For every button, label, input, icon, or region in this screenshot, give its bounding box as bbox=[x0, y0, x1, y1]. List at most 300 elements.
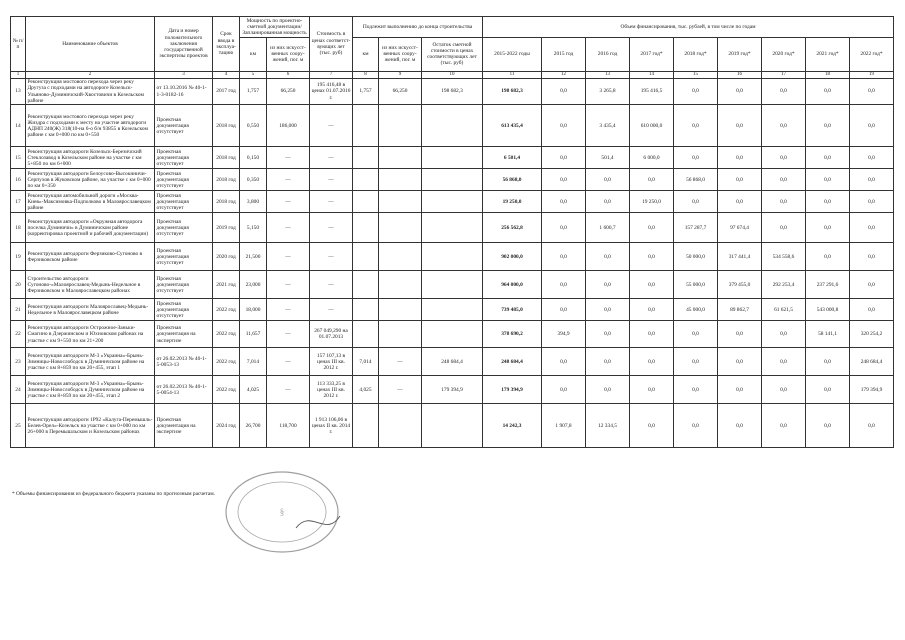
term-cell: 2018 год bbox=[213, 105, 240, 147]
object-name-cell: Реконструкция мостового перехода через реку Жиздра с подходами к месту на участие автодороги АДНП 240(Ж) 318(10-на 6-о б/н 93855 в Козельском районе с км 0+000 по км 0+550 bbox=[26, 105, 155, 147]
term-cell: 2022 год bbox=[213, 348, 240, 376]
term-cell: 2019 год bbox=[213, 213, 240, 243]
year-amount-cell: 0,0 bbox=[630, 299, 674, 321]
remain-km-cell bbox=[353, 147, 379, 169]
km-cell: 0,550 bbox=[240, 105, 267, 147]
year-amount-cell: 0,0 bbox=[542, 105, 586, 147]
year-amount-cell: 0,0 bbox=[630, 404, 674, 448]
year-amount-cell: 0,0 bbox=[806, 348, 850, 376]
year-amount-cell: 0,0 bbox=[674, 147, 718, 169]
year-amount-cell: 0,0 bbox=[806, 404, 850, 448]
header-year: 2017 год* bbox=[630, 37, 674, 71]
km-cell: 3,800 bbox=[240, 191, 267, 213]
year-amount-cell: 0,0 bbox=[674, 105, 718, 147]
year-amount-cell: 0,0 bbox=[542, 169, 586, 191]
term-cell: 2022 год bbox=[213, 376, 240, 404]
artificial-cell: — bbox=[267, 376, 310, 404]
table-row bbox=[11, 191, 894, 213]
year-amount-cell: 0,0 bbox=[674, 348, 718, 376]
header-year: 2022 год* bbox=[850, 37, 894, 71]
svg-text:§: § bbox=[279, 507, 285, 517]
cost-cell: 157 107,13 в ценах III кв. 2012 г. bbox=[310, 348, 353, 376]
cost-cell: — bbox=[310, 271, 353, 299]
cost-cell: 267 049,290 на 01.07.2013 bbox=[310, 321, 353, 348]
remain-cost-cell bbox=[422, 271, 483, 299]
year-amount-cell: 0,0 bbox=[850, 78, 894, 105]
table-row bbox=[11, 243, 894, 271]
year-amount-cell: 0,0 bbox=[806, 191, 850, 213]
header-total: 2015-2022 годы bbox=[483, 37, 542, 71]
year-amount-cell: 61 621,5 bbox=[762, 299, 806, 321]
term-cell: 2021 год bbox=[213, 271, 240, 299]
year-amount-cell: 0,0 bbox=[542, 271, 586, 299]
conclusion-cell: от 13.10.2016 № 40-1-1-3-0182-16 bbox=[155, 78, 213, 105]
remain-artificial-cell bbox=[379, 271, 422, 299]
year-amount-cell: 0,0 bbox=[718, 169, 762, 191]
header-year: 2015 год bbox=[542, 37, 586, 71]
header-remain-cost: Остаток сметной стоимости в ценах соответствующих лет (тыс. руб) bbox=[422, 37, 483, 71]
column-number: 5 bbox=[240, 71, 267, 78]
official-seal-stamp bbox=[216, 468, 348, 560]
year-amount-cell: 0,0 bbox=[850, 213, 894, 243]
total-cell: 19 250,0 bbox=[483, 191, 542, 213]
object-name-cell: Реконструкция автодороги Козельск-Березичский Стеклозавод в Козельском районе на участке с км 5+850 по км 6+000 bbox=[26, 147, 155, 169]
term-cell: 2024 год bbox=[213, 404, 240, 448]
year-amount-cell: 0,0 bbox=[718, 376, 762, 404]
artificial-cell: — bbox=[267, 147, 310, 169]
object-name-cell: Реконструкция автодороги Малоярославец-Медынь-Недельное в Малоярославецком районе bbox=[26, 299, 155, 321]
column-number: 7 bbox=[310, 71, 353, 78]
year-amount-cell: 0,0 bbox=[674, 376, 718, 404]
remain-cost-cell bbox=[422, 191, 483, 213]
table-row bbox=[11, 169, 894, 191]
year-amount-cell: 0,0 bbox=[542, 147, 586, 169]
year-amount-cell: 89 862,7 bbox=[718, 299, 762, 321]
column-number: 4 bbox=[213, 71, 240, 78]
remain-km-cell bbox=[353, 404, 379, 448]
year-amount-cell: 0,0 bbox=[674, 78, 718, 105]
remain-artificial-cell bbox=[379, 105, 422, 147]
year-amount-cell: 0,0 bbox=[762, 348, 806, 376]
column-number: 3 bbox=[155, 71, 213, 78]
artificial-cell: — bbox=[267, 348, 310, 376]
year-amount-cell: 0,0 bbox=[630, 213, 674, 243]
remain-km-cell bbox=[353, 105, 379, 147]
year-amount-cell: 534 558,6 bbox=[762, 243, 806, 271]
year-amount-cell: 0,0 bbox=[586, 271, 630, 299]
artificial-cell: — bbox=[267, 213, 310, 243]
remain-artificial-cell: 66,250 bbox=[379, 78, 422, 105]
artificial-cell: — bbox=[267, 243, 310, 271]
year-amount-cell: 0,0 bbox=[806, 376, 850, 404]
year-amount-cell: 1 907,8 bbox=[542, 404, 586, 448]
year-amount-cell: 0,0 bbox=[762, 376, 806, 404]
year-amount-cell: 195 416,5 bbox=[630, 78, 674, 105]
year-amount-cell: 0,0 bbox=[586, 376, 630, 404]
year-amount-cell: 58 141,1 bbox=[806, 321, 850, 348]
artificial-cell: — bbox=[267, 299, 310, 321]
table-row bbox=[11, 105, 894, 147]
row-number-cell: 15 bbox=[11, 147, 26, 169]
year-amount-cell: 394,9 bbox=[542, 321, 586, 348]
total-cell: 179 394,9 bbox=[483, 376, 542, 404]
total-cell: 964 000,0 bbox=[483, 271, 542, 299]
year-amount-cell: 0,0 bbox=[806, 147, 850, 169]
km-cell: 18,000 bbox=[240, 299, 267, 321]
header-year: 2020 год* bbox=[762, 37, 806, 71]
remain-artificial-cell bbox=[379, 147, 422, 169]
column-number: 9 bbox=[379, 71, 422, 78]
table-row bbox=[11, 147, 894, 169]
cost-cell: — bbox=[310, 213, 353, 243]
remain-artificial-cell bbox=[379, 213, 422, 243]
year-amount-cell: 0,0 bbox=[806, 243, 850, 271]
conclusion-cell: Проектная документация отсутствует bbox=[155, 191, 213, 213]
year-amount-cell: 6 000,0 bbox=[630, 147, 674, 169]
header-row-1 bbox=[11, 17, 894, 38]
year-amount-cell: 0,0 bbox=[718, 78, 762, 105]
artificial-cell: — bbox=[267, 271, 310, 299]
remain-km-cell: 4,025 bbox=[353, 376, 379, 404]
year-amount-cell: 0,0 bbox=[630, 243, 674, 271]
row-number-cell: 20 bbox=[11, 271, 26, 299]
remain-km-cell bbox=[353, 169, 379, 191]
header-artificial: из них искусст-венных соору-жений, пог. м bbox=[267, 37, 310, 71]
table-row bbox=[11, 78, 894, 105]
object-name-cell: Реконструкция автодороги Острожное-Заньки-Смагино в Дзержинском и Юхновском районах на участке с км 9+550 по км 21+200 bbox=[26, 321, 155, 348]
km-cell: 1,757 bbox=[240, 78, 267, 105]
row-number-cell: 17 bbox=[11, 191, 26, 213]
year-amount-cell: 0,0 bbox=[542, 243, 586, 271]
term-cell: 2022 год bbox=[213, 299, 240, 321]
conclusion-cell: Проектная документация отсутствует bbox=[155, 169, 213, 191]
total-cell: 256 562,8 bbox=[483, 213, 542, 243]
year-amount-cell: 50 000,0 bbox=[674, 243, 718, 271]
year-amount-cell: 0,0 bbox=[542, 213, 586, 243]
object-name-cell: Реконструкция автодороги 1Р92 «Калуга-Перемышль-Белев-Орел»-Козельск на участке с км 0+000 по км 26+000 в Перемышльском и Козельском районах bbox=[26, 404, 155, 448]
conclusion-cell: Проектная документация на экспертизе bbox=[155, 321, 213, 348]
total-cell: 378 690,2 bbox=[483, 321, 542, 348]
term-cell: 2018 год bbox=[213, 191, 240, 213]
year-amount-cell: 0,0 bbox=[850, 147, 894, 169]
km-cell: 7,014 bbox=[240, 348, 267, 376]
remain-km-cell bbox=[353, 191, 379, 213]
km-cell: 0,350 bbox=[240, 169, 267, 191]
cost-cell: — bbox=[310, 191, 353, 213]
year-amount-cell: 0,0 bbox=[630, 376, 674, 404]
row-number-cell: 13 bbox=[11, 78, 26, 105]
remain-km-cell: 1,757 bbox=[353, 78, 379, 105]
conclusion-cell: Проектная документация отсутствует bbox=[155, 105, 213, 147]
year-amount-cell: 0,0 bbox=[762, 321, 806, 348]
year-amount-cell: 0,0 bbox=[630, 169, 674, 191]
year-amount-cell: 3 265,8 bbox=[586, 78, 630, 105]
object-name-cell: Реконструкция автомобильной дороги «Москва-Киев»-Максимовка-Подполково в Малоярославецком районе bbox=[26, 191, 155, 213]
year-amount-cell: 0,0 bbox=[542, 348, 586, 376]
remain-cost-cell: 198 682,3 bbox=[422, 78, 483, 105]
header-remain-artificial: из них искусст-венных соору-жений, пог. м bbox=[379, 37, 422, 71]
header-remain-group: Подлежит выполнению до конца строительства bbox=[353, 17, 483, 38]
total-cell: 6 501,4 bbox=[483, 147, 542, 169]
remain-cost-cell bbox=[422, 299, 483, 321]
remain-cost-cell bbox=[422, 321, 483, 348]
year-amount-cell: 320 254,2 bbox=[850, 321, 894, 348]
object-name-cell: Реконструкция мостового перехода через реку Другуза с подходами на автодороге Козельск-Ульяново-Думиничский-Хвостовичи в Козельском районе bbox=[26, 78, 155, 105]
row-number-cell: 14 bbox=[11, 105, 26, 147]
year-amount-cell: 0,0 bbox=[542, 299, 586, 321]
year-amount-cell: 12 334,5 bbox=[586, 404, 630, 448]
header-cost: Стоимость в ценах соответст-вующих лет (тыс. руб) bbox=[310, 17, 353, 72]
total-cell: 902 000,0 bbox=[483, 243, 542, 271]
total-cell: 56 868,0 bbox=[483, 169, 542, 191]
table-row bbox=[11, 404, 894, 448]
conclusion-cell: от 26.02.2013 № 40-1-5-0054-13 bbox=[155, 376, 213, 404]
total-cell: 613 435,4 bbox=[483, 105, 542, 147]
cost-cell: — bbox=[310, 105, 353, 147]
remain-km-cell bbox=[353, 213, 379, 243]
conclusion-cell: Проектная документация отсутствует bbox=[155, 147, 213, 169]
conclusion-cell: Проектная документация на экспертизе bbox=[155, 404, 213, 448]
remain-artificial-cell bbox=[379, 321, 422, 348]
object-name-cell: Реконструкция автодороги Белоусово-Высокиничи-Серпухов в Жуковском районе, на участке с км 0+000 по км 0+350 bbox=[26, 169, 155, 191]
remain-artificial-cell bbox=[379, 404, 422, 448]
year-amount-cell: 0,0 bbox=[762, 191, 806, 213]
year-amount-cell: 1 600,7 bbox=[586, 213, 630, 243]
year-amount-cell: 0,0 bbox=[762, 78, 806, 105]
conclusion-cell: Проектная документация отсутствует bbox=[155, 243, 213, 271]
remain-cost-cell: 248 684,4 bbox=[422, 348, 483, 376]
year-amount-cell: 0,0 bbox=[762, 105, 806, 147]
year-amount-cell: 0,0 bbox=[762, 169, 806, 191]
year-amount-cell: 0,0 bbox=[586, 321, 630, 348]
object-name-cell: Реконструкция автодороги М-3 «Украина»-Брынь-Зимницы-Новослободск в Думиничском районе на участке с км 8+859 по км 20+455, этап 1 bbox=[26, 348, 155, 376]
column-number: 18 bbox=[806, 71, 850, 78]
year-amount-cell: 501,4 bbox=[586, 147, 630, 169]
year-amount-cell: 3 435,4 bbox=[586, 105, 630, 147]
artificial-cell: 66,250 bbox=[267, 78, 310, 105]
year-amount-cell: 179 394,9 bbox=[850, 376, 894, 404]
km-cell: 23,000 bbox=[240, 271, 267, 299]
remain-cost-cell bbox=[422, 404, 483, 448]
row-number-cell: 24 bbox=[11, 376, 26, 404]
year-amount-cell: 379 455,0 bbox=[718, 271, 762, 299]
total-cell: 14 242,3 bbox=[483, 404, 542, 448]
remain-cost-cell bbox=[422, 243, 483, 271]
header-conclusion: Дата и номер положительного заключения государственной экспертизы проектов bbox=[155, 17, 213, 72]
cost-cell: — bbox=[310, 299, 353, 321]
term-cell: 2018 год bbox=[213, 169, 240, 191]
year-amount-cell: 0,0 bbox=[586, 169, 630, 191]
financing-table bbox=[10, 16, 894, 448]
year-amount-cell: 0,0 bbox=[586, 299, 630, 321]
year-amount-cell: 0,0 bbox=[542, 376, 586, 404]
cost-cell: — bbox=[310, 243, 353, 271]
header-remain-km: км bbox=[353, 37, 379, 71]
header-power-group: Мощность по проектно-сметной документации/ Запланированная мощность bbox=[240, 17, 310, 38]
year-amount-cell: 0,0 bbox=[850, 299, 894, 321]
header-no: № п/п bbox=[11, 17, 26, 72]
conclusion-cell: Проектная документация отсутствует bbox=[155, 271, 213, 299]
km-cell: 21,500 bbox=[240, 243, 267, 271]
header-year: 2021 год* bbox=[806, 37, 850, 71]
object-name-cell: Реконструкция автодороги М-3 «Украина»-Брынь-Зимницы-Новослободск в Думиничском районе на участке с км 8+859 по км 20+455, этап 2 bbox=[26, 376, 155, 404]
km-cell: 26,700 bbox=[240, 404, 267, 448]
year-amount-cell: 19 250,0 bbox=[630, 191, 674, 213]
term-cell: 2018 год bbox=[213, 147, 240, 169]
year-amount-cell: 0,0 bbox=[718, 404, 762, 448]
year-amount-cell: 0,0 bbox=[674, 321, 718, 348]
column-number-row bbox=[11, 71, 894, 78]
remain-artificial-cell bbox=[379, 243, 422, 271]
object-name-cell: Реконструкция автодороги «Окружная автодорога поселка Думиничи» в Думиничском районе (корректировка проектной и рабочей документации) bbox=[26, 213, 155, 243]
term-cell: 2022 год bbox=[213, 321, 240, 348]
year-amount-cell: 0,0 bbox=[762, 147, 806, 169]
year-amount-cell: 0,0 bbox=[806, 105, 850, 147]
remain-artificial-cell bbox=[379, 191, 422, 213]
total-cell: 248 684,4 bbox=[483, 348, 542, 376]
table-row bbox=[11, 213, 894, 243]
term-cell: 2017 год bbox=[213, 78, 240, 105]
header-km: км bbox=[240, 37, 267, 71]
column-number: 6 bbox=[267, 71, 310, 78]
row-number-cell: 25 bbox=[11, 404, 26, 448]
year-amount-cell: 0,0 bbox=[850, 271, 894, 299]
remain-km-cell bbox=[353, 321, 379, 348]
column-number: 13 bbox=[586, 71, 630, 78]
remain-cost-cell: 179 394,9 bbox=[422, 376, 483, 404]
remain-cost-cell bbox=[422, 169, 483, 191]
year-amount-cell: 0,0 bbox=[630, 348, 674, 376]
year-amount-cell: 0,0 bbox=[718, 321, 762, 348]
km-cell: 0,150 bbox=[240, 147, 267, 169]
conclusion-cell: от 26.02.2013 № 40-1-5-0053-13 bbox=[155, 348, 213, 376]
header-year: 2016 год bbox=[586, 37, 630, 71]
cost-cell: — bbox=[310, 147, 353, 169]
remain-cost-cell bbox=[422, 213, 483, 243]
year-amount-cell: 0,0 bbox=[718, 348, 762, 376]
artificial-cell: 118,700 bbox=[267, 404, 310, 448]
artificial-cell: — bbox=[267, 191, 310, 213]
year-amount-cell: 0,0 bbox=[542, 78, 586, 105]
year-amount-cell: 56 868,0 bbox=[674, 169, 718, 191]
column-number: 1 bbox=[11, 71, 26, 78]
year-amount-cell: 157 287,7 bbox=[674, 213, 718, 243]
remain-km-cell bbox=[353, 271, 379, 299]
header-term: Срок ввода в эксплуа-тацию bbox=[213, 17, 240, 72]
year-amount-cell: 0,0 bbox=[850, 404, 894, 448]
year-amount-cell: 0,0 bbox=[586, 243, 630, 271]
conclusion-cell: Проектная документация отсутствует bbox=[155, 213, 213, 243]
year-amount-cell: 0,0 bbox=[850, 169, 894, 191]
year-amount-cell: 0,0 bbox=[850, 243, 894, 271]
year-amount-cell: 0,0 bbox=[718, 147, 762, 169]
remain-km-cell: 7,014 bbox=[353, 348, 379, 376]
column-number: 2 bbox=[26, 71, 155, 78]
column-number: 16 bbox=[718, 71, 762, 78]
year-amount-cell: 0,0 bbox=[542, 191, 586, 213]
year-amount-cell: 248 684,4 bbox=[850, 348, 894, 376]
row-number-cell: 22 bbox=[11, 321, 26, 348]
table-row bbox=[11, 299, 894, 321]
year-amount-cell: 0,0 bbox=[762, 404, 806, 448]
year-amount-cell: 45 000,0 bbox=[674, 299, 718, 321]
year-amount-cell: 543 000,8 bbox=[806, 299, 850, 321]
year-amount-cell: 0,0 bbox=[806, 213, 850, 243]
year-amount-cell: 0,0 bbox=[586, 348, 630, 376]
year-amount-cell: 0,0 bbox=[850, 105, 894, 147]
year-amount-cell: 0,0 bbox=[762, 213, 806, 243]
header-financing-group: Объем финансирования, тыс. рублей, в том числе по годам bbox=[483, 17, 894, 38]
remain-km-cell bbox=[353, 243, 379, 271]
row-number-cell: 21 bbox=[11, 299, 26, 321]
column-number: 12 bbox=[542, 71, 586, 78]
table-row bbox=[11, 348, 894, 376]
header-year: 2019 год* bbox=[718, 37, 762, 71]
row-number-cell: 16 bbox=[11, 169, 26, 191]
km-cell: 4,025 bbox=[240, 376, 267, 404]
remain-artificial-cell: — bbox=[379, 348, 422, 376]
remain-artificial-cell bbox=[379, 169, 422, 191]
year-amount-cell: 237 291,6 bbox=[806, 271, 850, 299]
table-body bbox=[11, 17, 894, 448]
year-amount-cell: 0,0 bbox=[674, 404, 718, 448]
column-number: 17 bbox=[762, 71, 806, 78]
remain-cost-cell bbox=[422, 147, 483, 169]
cost-cell: 113 333,25 в ценах III кв. 2012 г. bbox=[310, 376, 353, 404]
year-amount-cell: 0,0 bbox=[806, 78, 850, 105]
object-name-cell: Реконструкция автодороги Ферзиково-Сугоново в Ферзиковском районе bbox=[26, 243, 155, 271]
year-amount-cell: 0,0 bbox=[674, 191, 718, 213]
remain-artificial-cell: — bbox=[379, 376, 422, 404]
table-row bbox=[11, 321, 894, 348]
header-object-name: Наименование объектов bbox=[26, 17, 155, 72]
artificial-cell: — bbox=[267, 169, 310, 191]
conclusion-cell: Проектная документация отсутствует bbox=[155, 299, 213, 321]
cost-cell: — bbox=[310, 169, 353, 191]
year-amount-cell: 292 253,4 bbox=[762, 271, 806, 299]
column-number: 11 bbox=[483, 71, 542, 78]
row-number-cell: 23 bbox=[11, 348, 26, 376]
year-amount-cell: 0,0 bbox=[718, 105, 762, 147]
row-number-cell: 18 bbox=[11, 213, 26, 243]
footnote: * Объемы финансирования из федерального бюджета указаны по прогнозным расчетам. bbox=[12, 491, 215, 497]
cost-cell: 1 913 106,06 в ценах II кв. 2014 г. bbox=[310, 404, 353, 448]
km-cell: 5,150 bbox=[240, 213, 267, 243]
year-amount-cell: 317 441,4 bbox=[718, 243, 762, 271]
term-cell: 2020 год bbox=[213, 243, 240, 271]
remain-km-cell bbox=[353, 299, 379, 321]
total-cell: 198 682,3 bbox=[483, 78, 542, 105]
header-year: 2018 год* bbox=[674, 37, 718, 71]
year-amount-cell: 0,0 bbox=[630, 271, 674, 299]
object-name-cell: Строительство автодороги Сугоново-«Малоярославец-Медынь-Недельное в Ферзиковском и Малоярославецком районах bbox=[26, 271, 155, 299]
year-amount-cell: 0,0 bbox=[586, 191, 630, 213]
column-number: 19 bbox=[850, 71, 894, 78]
cost-cell: 195 416,48 в ценах 01.07.2016 г. bbox=[310, 78, 353, 105]
total-cell: 739 485,0 bbox=[483, 299, 542, 321]
table-row bbox=[11, 376, 894, 404]
artificial-cell: — bbox=[267, 321, 310, 348]
year-amount-cell: 0,0 bbox=[718, 191, 762, 213]
remain-artificial-cell bbox=[379, 299, 422, 321]
year-amount-cell: 0,0 bbox=[850, 191, 894, 213]
column-number: 15 bbox=[674, 71, 718, 78]
column-number: 8 bbox=[353, 71, 379, 78]
year-amount-cell: 0,0 bbox=[630, 321, 674, 348]
row-number-cell: 19 bbox=[11, 243, 26, 271]
column-number: 14 bbox=[630, 71, 674, 78]
year-amount-cell: 55 000,0 bbox=[674, 271, 718, 299]
